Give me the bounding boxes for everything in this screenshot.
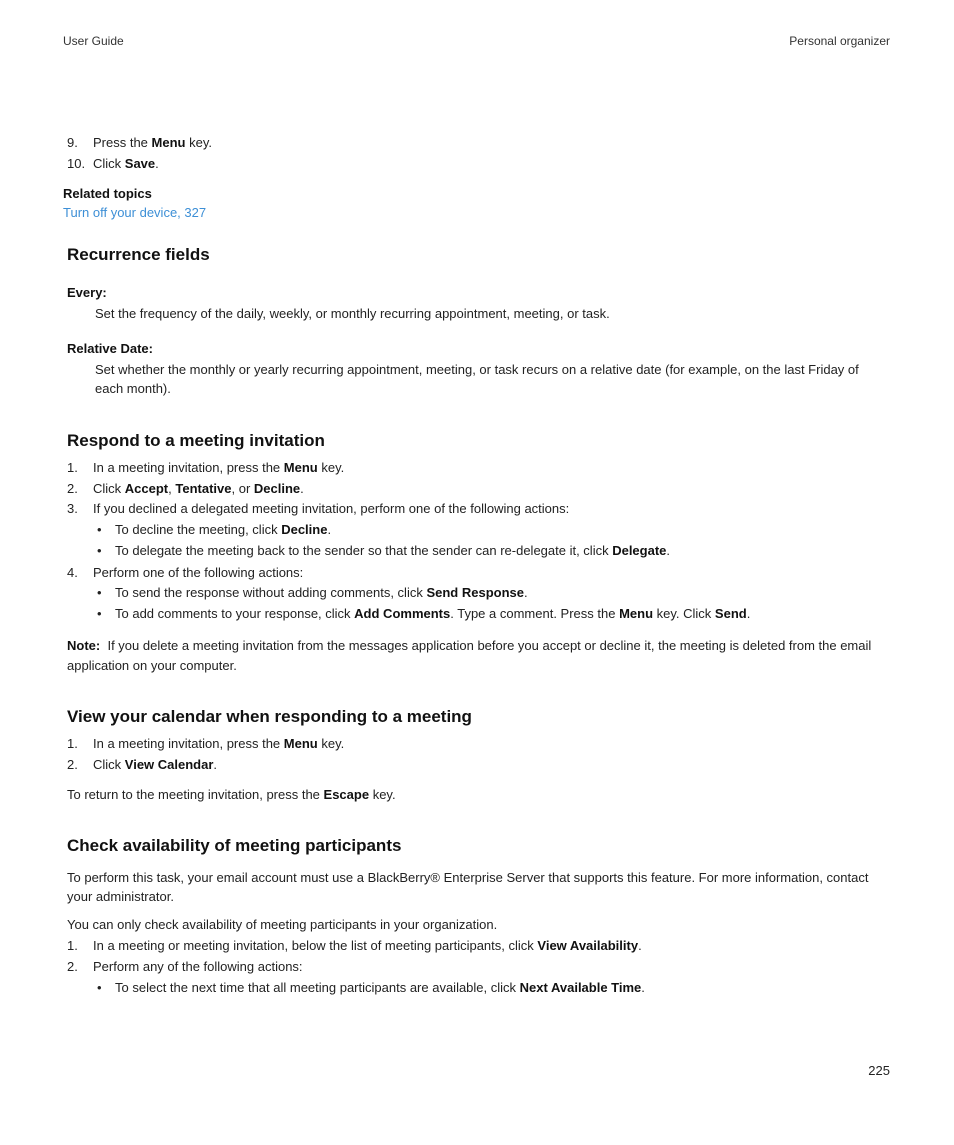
desc-every: Set the frequency of the daily, weekly, or monthly recurring appointment, meeting, or task. bbox=[95, 306, 610, 321]
note-line1: Note: If you delete a meeting invitation from the messages application before you accept or decline it, the meeting is deleted from the email bbox=[67, 638, 872, 653]
desc-relative-date-line2: each month). bbox=[95, 381, 171, 396]
header-right: Personal organizer bbox=[789, 34, 890, 48]
bullet-icon: • bbox=[97, 522, 102, 537]
note-line2: application on your computer. bbox=[67, 658, 237, 673]
list-item: 2. Click View Calendar. bbox=[67, 757, 218, 772]
list-item: 9. Press the Menu key. bbox=[67, 135, 212, 150]
bullet-icon: • bbox=[97, 980, 102, 995]
header-left: User Guide bbox=[63, 34, 124, 48]
bullet-icon: • bbox=[97, 585, 102, 600]
bullet-item: • To decline the meeting, click Decline. bbox=[97, 520, 331, 540]
bullet-icon: • bbox=[97, 606, 102, 621]
return-instruction: To return to the meeting invitation, press the Escape key. bbox=[67, 787, 396, 802]
related-topic-link[interactable]: Turn off your device, 327 bbox=[63, 205, 207, 220]
list-item: 10. Click Save. bbox=[67, 156, 159, 171]
list-item: 1. In a meeting or meeting invitation, below the list of meeting participants, click View Availability. bbox=[67, 938, 642, 953]
availability-para1-line2: your administrator. bbox=[67, 889, 174, 904]
term-relative-date: Relative Date: bbox=[67, 341, 153, 356]
bullet-item: • To send the response without adding comments, click Send Response. bbox=[97, 583, 528, 603]
list-item: 1. In a meeting invitation, press the Menu key. bbox=[67, 460, 345, 475]
bullet-item: • To delegate the meeting back to the sender so that the sender can re-delegate it, click Delegate. bbox=[97, 541, 670, 561]
list-item: 4. Perform one of the following actions: bbox=[67, 565, 304, 580]
related-topics-heading: Related topics bbox=[63, 186, 152, 201]
section-title-respond: Respond to a meeting invitation bbox=[67, 431, 325, 450]
bullet-item: • To add comments to your response, click Add Comments. Type a comment. Press the Menu key. Click Send. bbox=[97, 604, 750, 624]
list-item: 2. Click Accept, Tentative, or Decline. bbox=[67, 481, 304, 496]
list-item: 1. In a meeting invitation, press the Menu key. bbox=[67, 736, 345, 751]
section-title-recurrence: Recurrence fields bbox=[67, 245, 210, 264]
section-title-view-calendar: View your calendar when responding to a meeting bbox=[67, 707, 472, 726]
list-item: 2. Perform any of the following actions: bbox=[67, 959, 303, 974]
note-label: Note: bbox=[67, 638, 101, 653]
availability-para1-line1: To perform this task, your email account must use a BlackBerry® Enterprise Server that supports this feature. For more information, contact bbox=[67, 870, 869, 885]
list-item: 3. If you declined a delegated meeting invitation, perform one of the following actions: bbox=[67, 501, 570, 516]
bullet-item: • To select the next time that all meeting participants are available, click Next Available Time. bbox=[97, 978, 645, 998]
term-every: Every: bbox=[67, 285, 107, 300]
bullet-icon: • bbox=[97, 543, 102, 558]
availability-para2: You can only check availability of meeting participants in your organization. bbox=[67, 917, 498, 932]
desc-relative-date-line1: Set whether the monthly or yearly recurring appointment, meeting, or task recurs on a relative date (for example, on the last Friday of bbox=[95, 362, 859, 377]
page-number: 225 bbox=[868, 1063, 890, 1078]
section-title-availability: Check availability of meeting participants bbox=[67, 836, 402, 855]
